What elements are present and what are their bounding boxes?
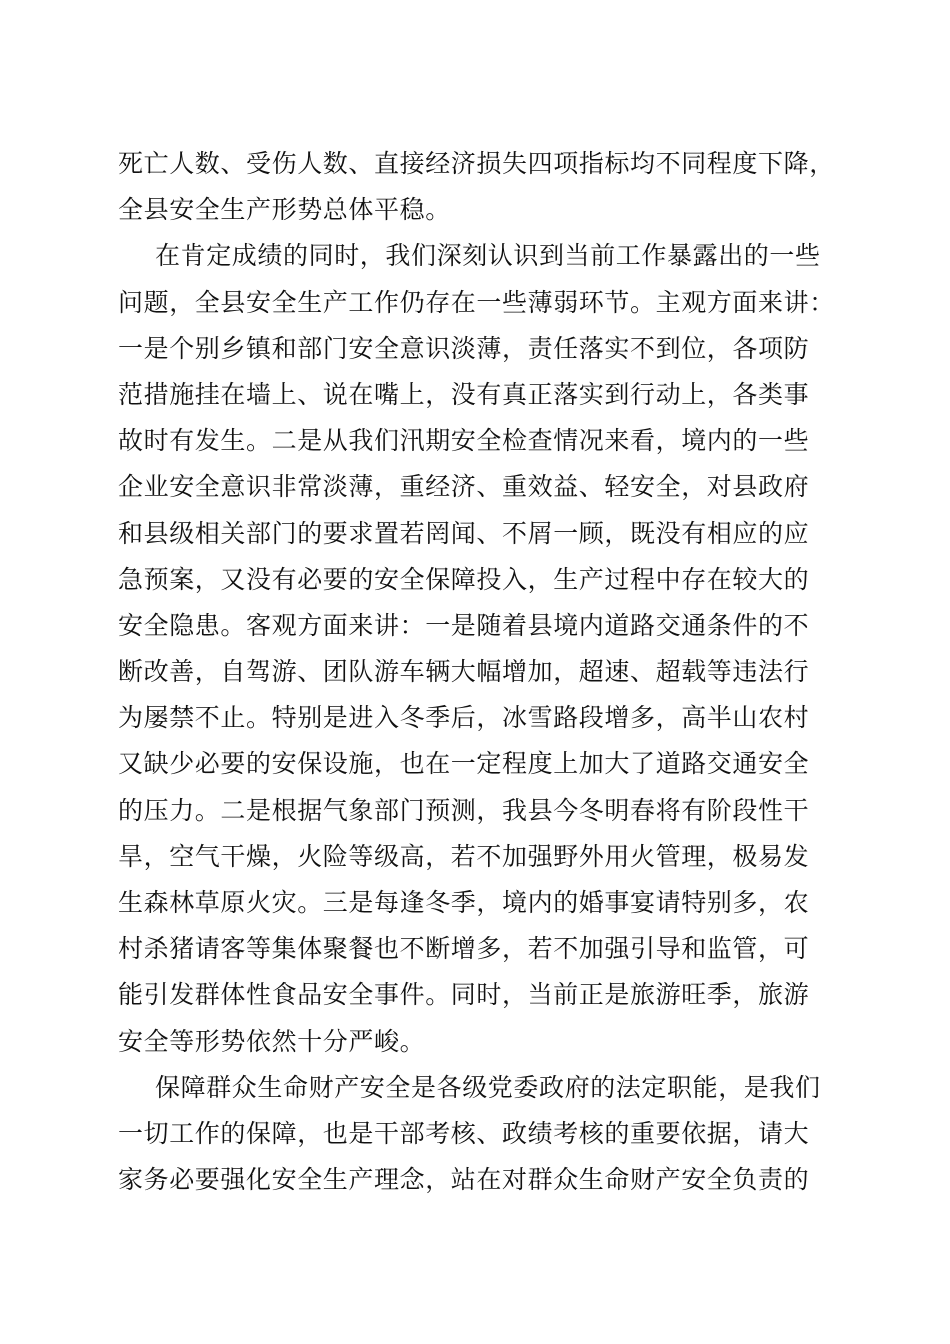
paragraph-first-line: 保障群众生命财产安全是各级党委政府的法定职能，是我们 (155, 1072, 821, 1102)
text-line: 断改善，自驾游、团队游车辆大幅增加，超速、超载等违法行 (118, 657, 810, 687)
text-line: 家务必要强化安全生产理念，站在对群众生命财产安全负责的 (118, 1165, 810, 1195)
text-line: 安全隐患。客观方面来讲：一是随着县境内道路交通条件的不 (118, 610, 810, 640)
text-line: 一切工作的保障，也是干部考核、政绩考核的重要依据，请大 (118, 1118, 810, 1148)
text-line: 范措施挂在墙上、说在嘴上，没有真正落实到行动上，各类事 (118, 379, 810, 409)
text-line: 企业安全意识非常淡薄，重经济、重效益、轻安全，对县政府 (118, 472, 810, 502)
body-text (118, 141, 834, 1203)
text-line: 能引发群体性食品安全事件。同时，当前正是旅游旺季，旅游 (118, 980, 810, 1010)
text-line: 和县级相关部门的要求置若罔闻、不屑一顾，既没有相应的应 (118, 518, 810, 548)
text-line: 一是个别乡镇和部门安全意识淡薄，责任落实不到位，各项防 (118, 333, 810, 363)
text-line: 安全等形势依然十分严峻。 (118, 1026, 426, 1056)
text-line: 旱，空气干燥，火险等级高，若不加强野外用火管理，极易发 (118, 841, 810, 871)
text-line: 生森林草原火灾。三是每逢冬季，境内的婚事宴请特别多，农 (118, 888, 810, 917)
text-line: 的压力。二是根据气象部门预测，我县今冬明春将有阶段性干 (118, 795, 810, 825)
text-line: 又缺少必要的安保设施，也在一定程度上加大了道路交通安全 (118, 749, 810, 779)
text-line: 村杀猪请客等集体聚餐也不断增多，若不加强引导和监管，可 (118, 934, 810, 964)
text-line: 为屡禁不止。特别是进入冬季后，冰雪路段增多，高半山农村 (118, 703, 810, 733)
text-line: 死亡人数、受伤人数、直接经济损失四项指标均不同程度下降， (118, 149, 835, 178)
paragraph-first-line: 在肯定成绩的同时，我们深刻认识到当前工作暴露出的一些 (155, 241, 821, 271)
text-line: 全县安全生产形势总体平稳。 (118, 195, 451, 225)
text-line: 急预案，又没有必要的安全保障投入，生产过程中存在较大的 (118, 564, 810, 594)
text-line: 问题，全县安全生产工作仍存在一些薄弱环节。主观方面来讲： (118, 287, 835, 317)
text-line: 故时有发生。二是从我们汛期安全检查情况来看，境内的一些 (118, 426, 810, 456)
